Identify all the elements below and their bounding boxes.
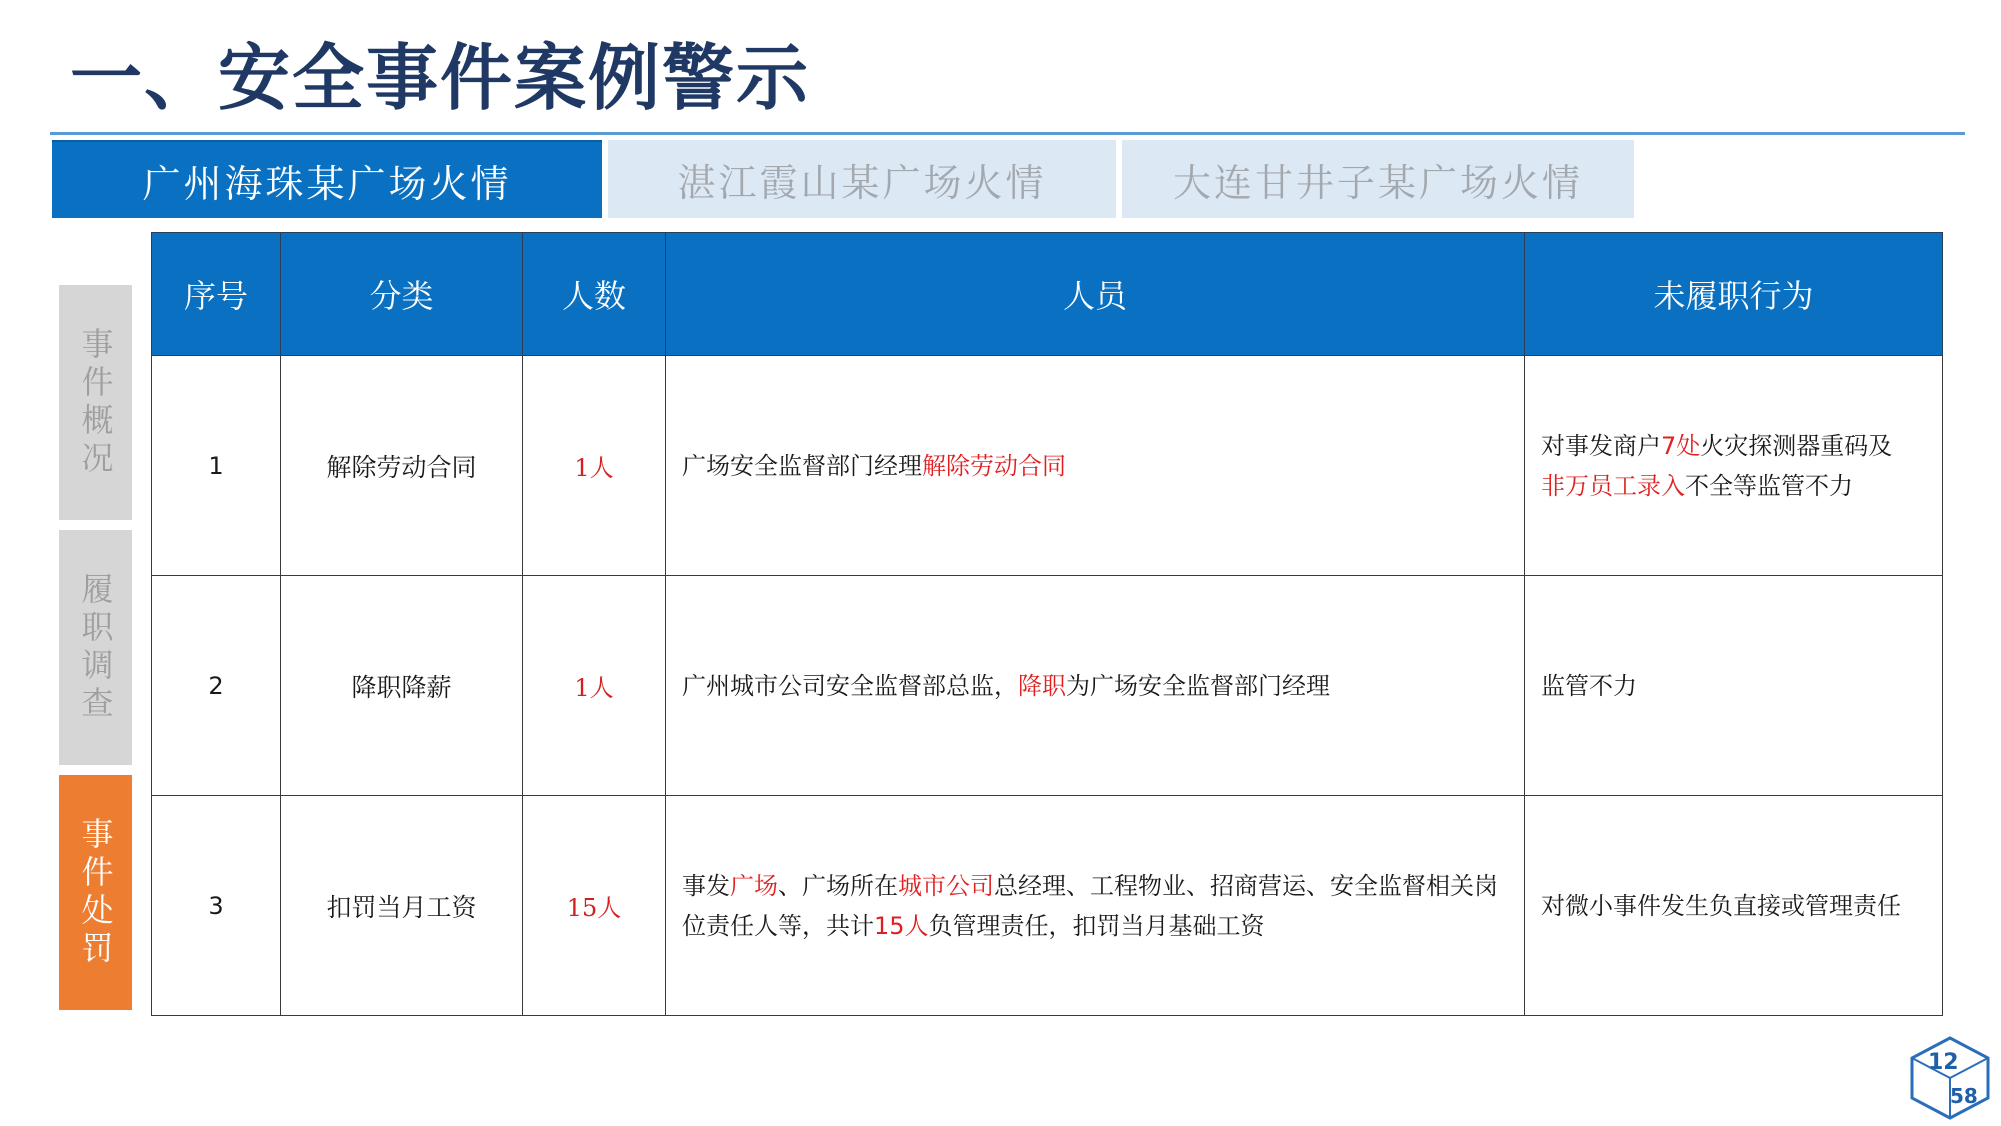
cell-no: 1 (152, 356, 281, 576)
page-indicator (1906, 1034, 1994, 1122)
cell-count: 15人 (523, 796, 666, 1016)
cell-behavior (1525, 576, 1943, 796)
person-highlight: 城市公司 (898, 871, 994, 900)
side-nav-overview[interactable] (59, 285, 132, 520)
tab-dalian[interactable]: 大连甘井子某广场火情 (1122, 140, 1634, 218)
side-nav-penalty[interactable] (59, 775, 132, 1010)
header-behavior: 未履职行为 (1525, 233, 1943, 356)
page-total: 58 (1950, 1084, 1978, 1108)
tab-zhanjiang[interactable]: 湛江霞山某广场火情 (608, 140, 1116, 218)
tab-guangzhou[interactable]: 广州海珠某广场火情 (52, 140, 602, 218)
behavior-text: 监管不力 (1541, 671, 1637, 700)
behavior-text: 对微小事件发生负直接或管理责任 (1541, 891, 1901, 920)
side-nav-label: 事件概况 (76, 326, 115, 479)
cell-behavior (1525, 796, 1943, 1016)
person-text: 总经理、工程物业、招商营运、安全监督相关岗位责任人等，共计 (682, 871, 1498, 940)
penalty-table (151, 232, 1943, 1016)
behavior-highlight: 非万员工录入 (1541, 471, 1685, 500)
cell-count: 1人 (523, 576, 666, 796)
side-nav-investigation[interactable] (59, 530, 132, 765)
person-highlight: 15人 (874, 911, 929, 940)
behavior-text: 不全等监管不力 (1685, 471, 1853, 500)
cell-no: 2 (152, 576, 281, 796)
cell-no: 3 (152, 796, 281, 1016)
behavior-highlight: 7处 (1661, 431, 1701, 460)
cell-person (666, 796, 1525, 1016)
header-category: 分类 (281, 233, 523, 356)
page-title: 一、安全事件案例警示 (70, 35, 811, 120)
table-row (152, 356, 1943, 576)
person-text: 负管理责任，扣罚当月基础工资 (928, 911, 1265, 940)
table-row (152, 576, 1943, 796)
page-current: 12 (1928, 1050, 1959, 1075)
header-no: 序号 (152, 233, 281, 356)
behavior-text: 火灾探测器重码及 (1700, 431, 1893, 460)
table-header-row (152, 233, 1943, 356)
person-text: 为广场安全监督部门经理 (1066, 671, 1330, 700)
hexagon-badge-icon (1906, 1034, 1994, 1122)
cell-count: 1人 (523, 356, 666, 576)
person-text: 广州城市公司安全监督部总监， (682, 671, 1018, 700)
person-text: 广场安全监督部门经理 (682, 451, 922, 480)
person-text: 、广场所在 (778, 871, 898, 900)
cell-person (666, 356, 1525, 576)
person-highlight: 广场 (730, 871, 778, 900)
header-count: 人数 (523, 233, 666, 356)
person-highlight: 解除劳动合同 (922, 451, 1066, 480)
cell-person (666, 576, 1525, 796)
behavior-text: 对事发商户 (1541, 431, 1661, 460)
cell-category: 扣罚当月工资 (281, 796, 523, 1016)
title-divider (50, 132, 1965, 135)
person-text: 事发 (682, 871, 730, 900)
person-highlight: 降职 (1018, 671, 1066, 700)
header-person: 人员 (666, 233, 1525, 356)
side-nav-label: 履职调查 (76, 571, 115, 724)
cell-category: 降职降薪 (281, 576, 523, 796)
side-nav-label: 事件处罚 (76, 816, 115, 969)
table-row (152, 796, 1943, 1016)
cell-behavior (1525, 356, 1943, 576)
cell-category: 解除劳动合同 (281, 356, 523, 576)
